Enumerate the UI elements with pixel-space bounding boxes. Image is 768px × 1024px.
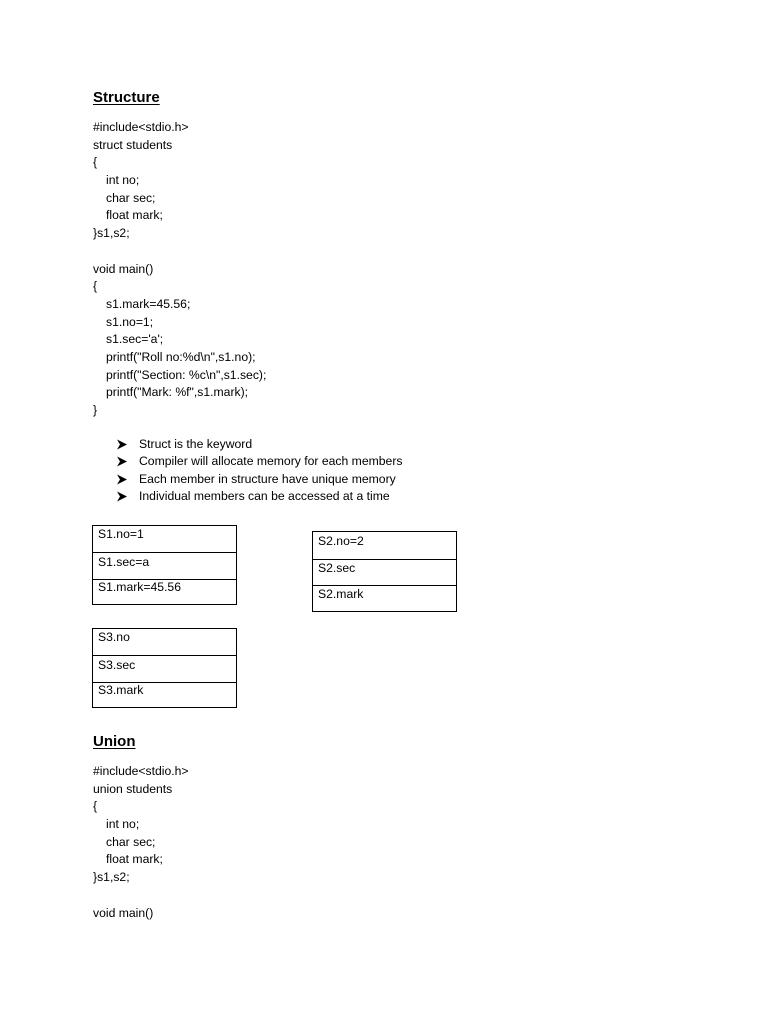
code-line: #include<stdio.h> [93, 120, 189, 134]
bullet-item [116, 453, 402, 470]
table-cell: S2.no=2 [313, 532, 457, 560]
code-line: float mark; [106, 208, 163, 223]
code-line: s1.sec='a'; [106, 332, 164, 347]
code-line: int no; [106, 817, 140, 832]
code-line: }s1,s2; [93, 226, 130, 241]
structure-code-block [93, 119, 266, 420]
table-row [93, 656, 237, 683]
bullet-text: Each member in structure have unique memory [139, 471, 396, 486]
code-line: printf("Section: %c\n",s1.sec); [106, 367, 267, 382]
table-cell: S1.no=1 [93, 526, 237, 553]
union-heading: Union [93, 733, 136, 750]
code-line: printf("Roll no:%d\n",s1.no); [106, 349, 256, 364]
table-row [93, 580, 237, 605]
table-row [93, 553, 237, 580]
s3-memory-table [92, 628, 237, 708]
bullet-item [116, 488, 402, 505]
structure-bullet-list [116, 436, 402, 505]
code-line: { [93, 799, 98, 814]
bullet-text: Individual members can be accessed at a time [139, 488, 390, 503]
bullet-text: Compiler will allocate memory for each members [139, 454, 403, 469]
table-cell: S1.mark=45.56 [93, 580, 237, 605]
table-cell: S2.mark [313, 586, 457, 612]
table-row [313, 560, 457, 586]
arrowhead-bullet-icon [116, 491, 128, 502]
s2-memory-table [312, 531, 457, 612]
code-line: char sec; [106, 834, 156, 849]
structure-heading: Structure [93, 89, 160, 106]
bullet-item [116, 471, 402, 488]
bullet-item [116, 436, 402, 453]
code-line: void main() [93, 905, 154, 920]
table-cell: S2.sec [313, 560, 457, 586]
code-line: void main() [93, 261, 154, 276]
code-line: s1.no=1; [106, 314, 154, 329]
code-line: s1.mark=45.56; [106, 296, 191, 311]
code-line: printf("Mark: %f",s1.mark); [106, 385, 249, 400]
table-row [313, 586, 457, 612]
arrowhead-bullet-icon [116, 474, 128, 485]
code-line: int no; [106, 173, 140, 188]
code-line [93, 887, 189, 905]
table-row [93, 629, 237, 656]
table-cell: S1.sec=a [93, 553, 237, 580]
code-line: struct students [93, 137, 173, 152]
table-cell: S3.no [93, 629, 237, 656]
code-line: float mark; [106, 852, 163, 867]
code-line: char sec; [106, 190, 156, 205]
table-cell: S3.sec [93, 656, 237, 683]
table-row [93, 526, 237, 553]
code-line: #include<stdio.h> [93, 764, 189, 778]
code-line: { [93, 279, 98, 294]
code-line: union students [93, 781, 173, 796]
code-line: } [93, 403, 98, 417]
code-line [93, 243, 266, 261]
table-cell: S3.mark [93, 683, 237, 708]
s1-memory-table [92, 525, 237, 605]
union-code-block [93, 763, 189, 922]
code-line: { [93, 155, 98, 170]
arrowhead-bullet-icon [116, 439, 128, 450]
table-row [313, 532, 457, 560]
table-row [93, 683, 237, 708]
arrowhead-bullet-icon [116, 456, 128, 467]
code-line: }s1,s2; [93, 870, 130, 885]
bullet-text: Struct is the keyword [139, 437, 253, 451]
